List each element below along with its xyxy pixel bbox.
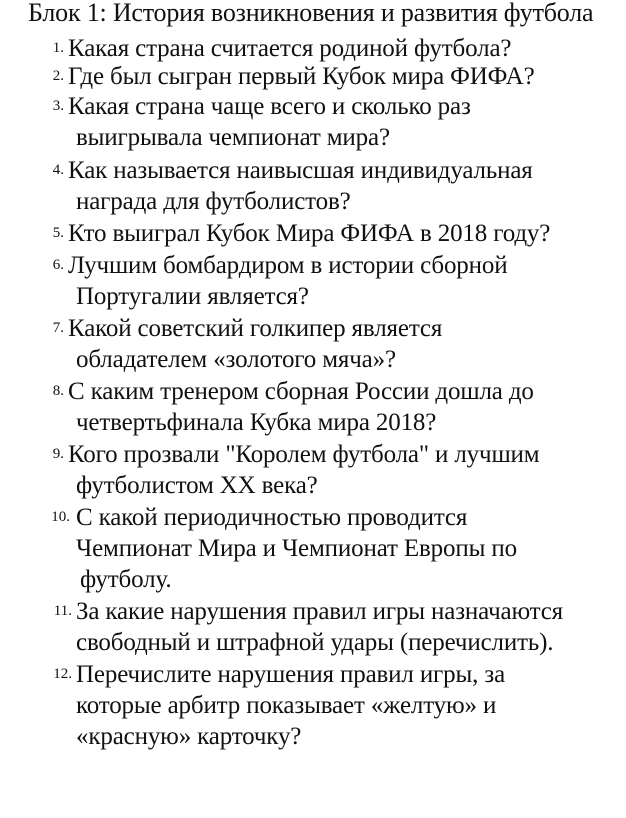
question-text: награда для футболистов?	[76, 188, 351, 215]
question-text: Чемпионат Мира и Чемпионат Европы по	[76, 535, 517, 562]
question-number: 1.	[52, 40, 64, 56]
question-text: четвертьфинала Кубка мира 2018?	[76, 409, 437, 436]
question-number: 7.	[52, 320, 64, 336]
question-text: обладателем «золотого мяча»?	[76, 346, 396, 373]
question-text: Кого прозвали "Королем футбола" и лучшим	[68, 441, 540, 468]
question-text: Кто выиграл Кубок Мира ФИФА в 2018 году?	[68, 220, 551, 247]
question-number: 5.	[52, 225, 64, 241]
question-text: Португалии является?	[76, 283, 309, 310]
question-text: С какой периодичностью проводится	[76, 504, 468, 531]
question-number: 3.	[52, 98, 64, 114]
question-text: «красную» карточку?	[76, 723, 302, 750]
question-text: футболистом XX века?	[76, 472, 318, 499]
question-number: 2.	[52, 68, 64, 84]
question-text: футболу.	[80, 566, 172, 593]
question-number: 10.	[51, 509, 70, 525]
question-text: С каким тренером сборная России дошла до	[68, 378, 534, 405]
question-text: Как называется наивысшая индивидуальная	[68, 157, 533, 184]
question-text: За какие нарушения правил игры назначаются	[76, 598, 564, 625]
question-text: выигрывала чемпионат мира?	[76, 124, 390, 151]
question-text: Где был сыгран первый Кубок мира ФИФА?	[68, 63, 535, 90]
question-number: 4.	[52, 162, 64, 178]
question-text: Какая страна считается родиной футбола?	[68, 35, 512, 62]
question-text: Какая страна чаще всего и сколько раз	[68, 93, 471, 120]
question-number: 11.	[53, 603, 72, 619]
question-text: Лучшим бомбардиром в истории сборной	[68, 252, 508, 279]
document-title: Блок 1: История возникновения и развития футбола	[28, 0, 594, 27]
question-number: 8.	[52, 383, 64, 399]
question-number: 12.	[53, 666, 72, 682]
question-text: Какой советский голкипер является	[68, 315, 443, 342]
question-text: свободный и штрафной удары (перечислить).	[76, 629, 554, 656]
question-number: 9.	[52, 446, 64, 462]
question-text: которые арбитр показывает «желтую» и	[76, 692, 497, 719]
question-text: Перечислите нарушения правил игры, за	[76, 661, 506, 688]
question-number: 6.	[52, 257, 64, 273]
